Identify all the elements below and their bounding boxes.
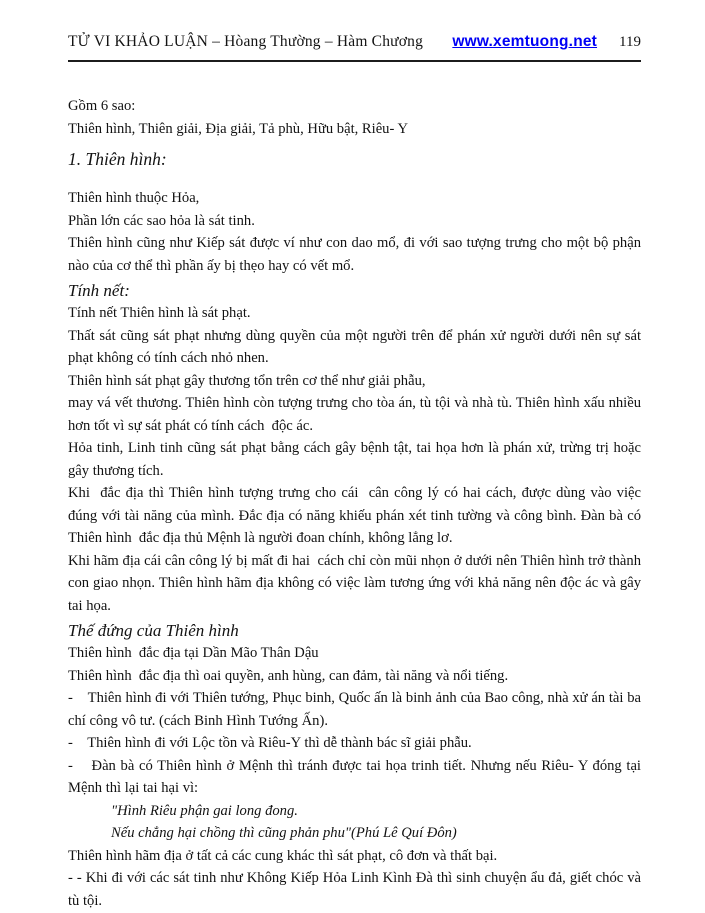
paragraph-line: - Thiên hình đi với Thiên tướng, Phục binh, Quốc ấn là binh ảnh của Bao công, nhà xử án tài ba chí công vô tư. (cách Binh Hình Tướng Ấn).	[68, 690, 645, 729]
quote-line: Nếu chẳng hại chồng thì cũng phản phu"(Phú Lê Quí Đôn)	[111, 825, 457, 841]
paragraph-line: - Đàn bà có Thiên hình ở Mệnh thì tránh được tai họa trinh tiết. Nhưng nếu Riêu- Y đóng tại Mệnh thì lại tai hại vì:	[68, 757, 645, 796]
page-number: 119	[619, 34, 641, 50]
paragraph-line: Khi đắc địa thì Thiên hình tượng trưng cho cái cân công lý có hai cách, được dùng vào việc đúng với tài năng của mình. Đắc địa có năng khiếu phán xét tinh tường và công bình. Đàn bà có Thiên hình đắc địa thủ Mệnh là người đoan chính, không lẳng lơ.	[68, 485, 649, 546]
paragraph-line: Thiên hình sát phạt gây thương tổn trên cơ thể như giải phẫu,	[68, 372, 426, 389]
paragraph-line: Thiên hình hãm địa ở tất cả các cung khác thì sát phạt, cô đơn và thất bại.	[68, 847, 498, 864]
paragraph-line: Hỏa tinh, Linh tinh cũng sát phạt bằng cách gây bệnh tật, tai họa hơn là phán xử, trừng trị hoặc gây thương tích.	[68, 440, 645, 479]
section-heading: 1. Thiên hình:	[68, 149, 167, 169]
paragraph-line: Thiên hình thuộc Hỏa,	[68, 190, 200, 206]
book-title: TỬ VI KHẢO LUẬN – Hòang Thường – Hàm Chương	[68, 33, 424, 50]
paragraph-line: Gồm 6 sao:	[68, 98, 136, 114]
section-heading: Thế đứng của Thiên hình	[68, 621, 239, 640]
section-heading: Tính nết:	[68, 281, 130, 300]
page-header	[68, 33, 641, 62]
paragraph-line: may vá vết thương. Thiên hình còn tượng trưng cho tòa án, tù tội và nhà tù. Thiên hình xấu nhiều hơn tốt vì sự sát phát có tính cách độc ác.	[68, 395, 645, 434]
paragraph-line: - Thiên hình đi với Lộc tồn và Riêu-Y thì dễ thành bác sĩ giải phẫu.	[68, 735, 472, 751]
paragraph-line: Tính nết Thiên hình là sát phạt.	[68, 305, 251, 321]
paragraph-line: - - Khi đi với các sát tinh như Không Kiếp Hỏa Linh Kình Đà thì sinh chuyện ẩu đả, giết chóc và tù tội.	[68, 870, 645, 909]
website-link[interactable]: www.xemtuong.net	[452, 33, 598, 50]
quote-line: "Hình Riêu phận gai long đong.	[111, 802, 298, 819]
paragraph-line: Thiên hình cũng như Kiếp sát được ví như con dao mổ, đi với sao tượng trưng cho một bộ phận nào của cơ thể thì phần ấy bị thẹo hay có vết mổ.	[68, 235, 645, 274]
paragraph-line: Thiên hình đắc địa thì oai quyền, anh hùng, can đảm, tài năng và nổi tiếng.	[68, 667, 509, 684]
paragraph-line: Thiên hình, Thiên giải, Địa giải, Tả phù, Hữu bật, Riêu- Y	[68, 120, 408, 137]
page-body	[68, 95, 649, 912]
paragraph-line: Thất sát cũng sát phạt nhưng dùng quyền của một người trên để phán xử người dưới nên sự sát phạt không có tính cách nhỏ nhen.	[68, 327, 645, 366]
paragraph-line: Khi hãm địa cái cân công lý bị mất đi hai cách chỉ còn mũi nhọn ở dưới nên Thiên hình trở thành con giao nhọn. Thiên hình hãm địa không có việc làm tương ứng với khả năng nên độc ác và gây tai họa.	[68, 552, 645, 614]
paragraph-line: Phần lớn các sao hỏa là sát tinh.	[68, 212, 255, 229]
paragraph-line: Thiên hình đắc địa tại Dần Mão Thân Dậu	[68, 645, 319, 661]
